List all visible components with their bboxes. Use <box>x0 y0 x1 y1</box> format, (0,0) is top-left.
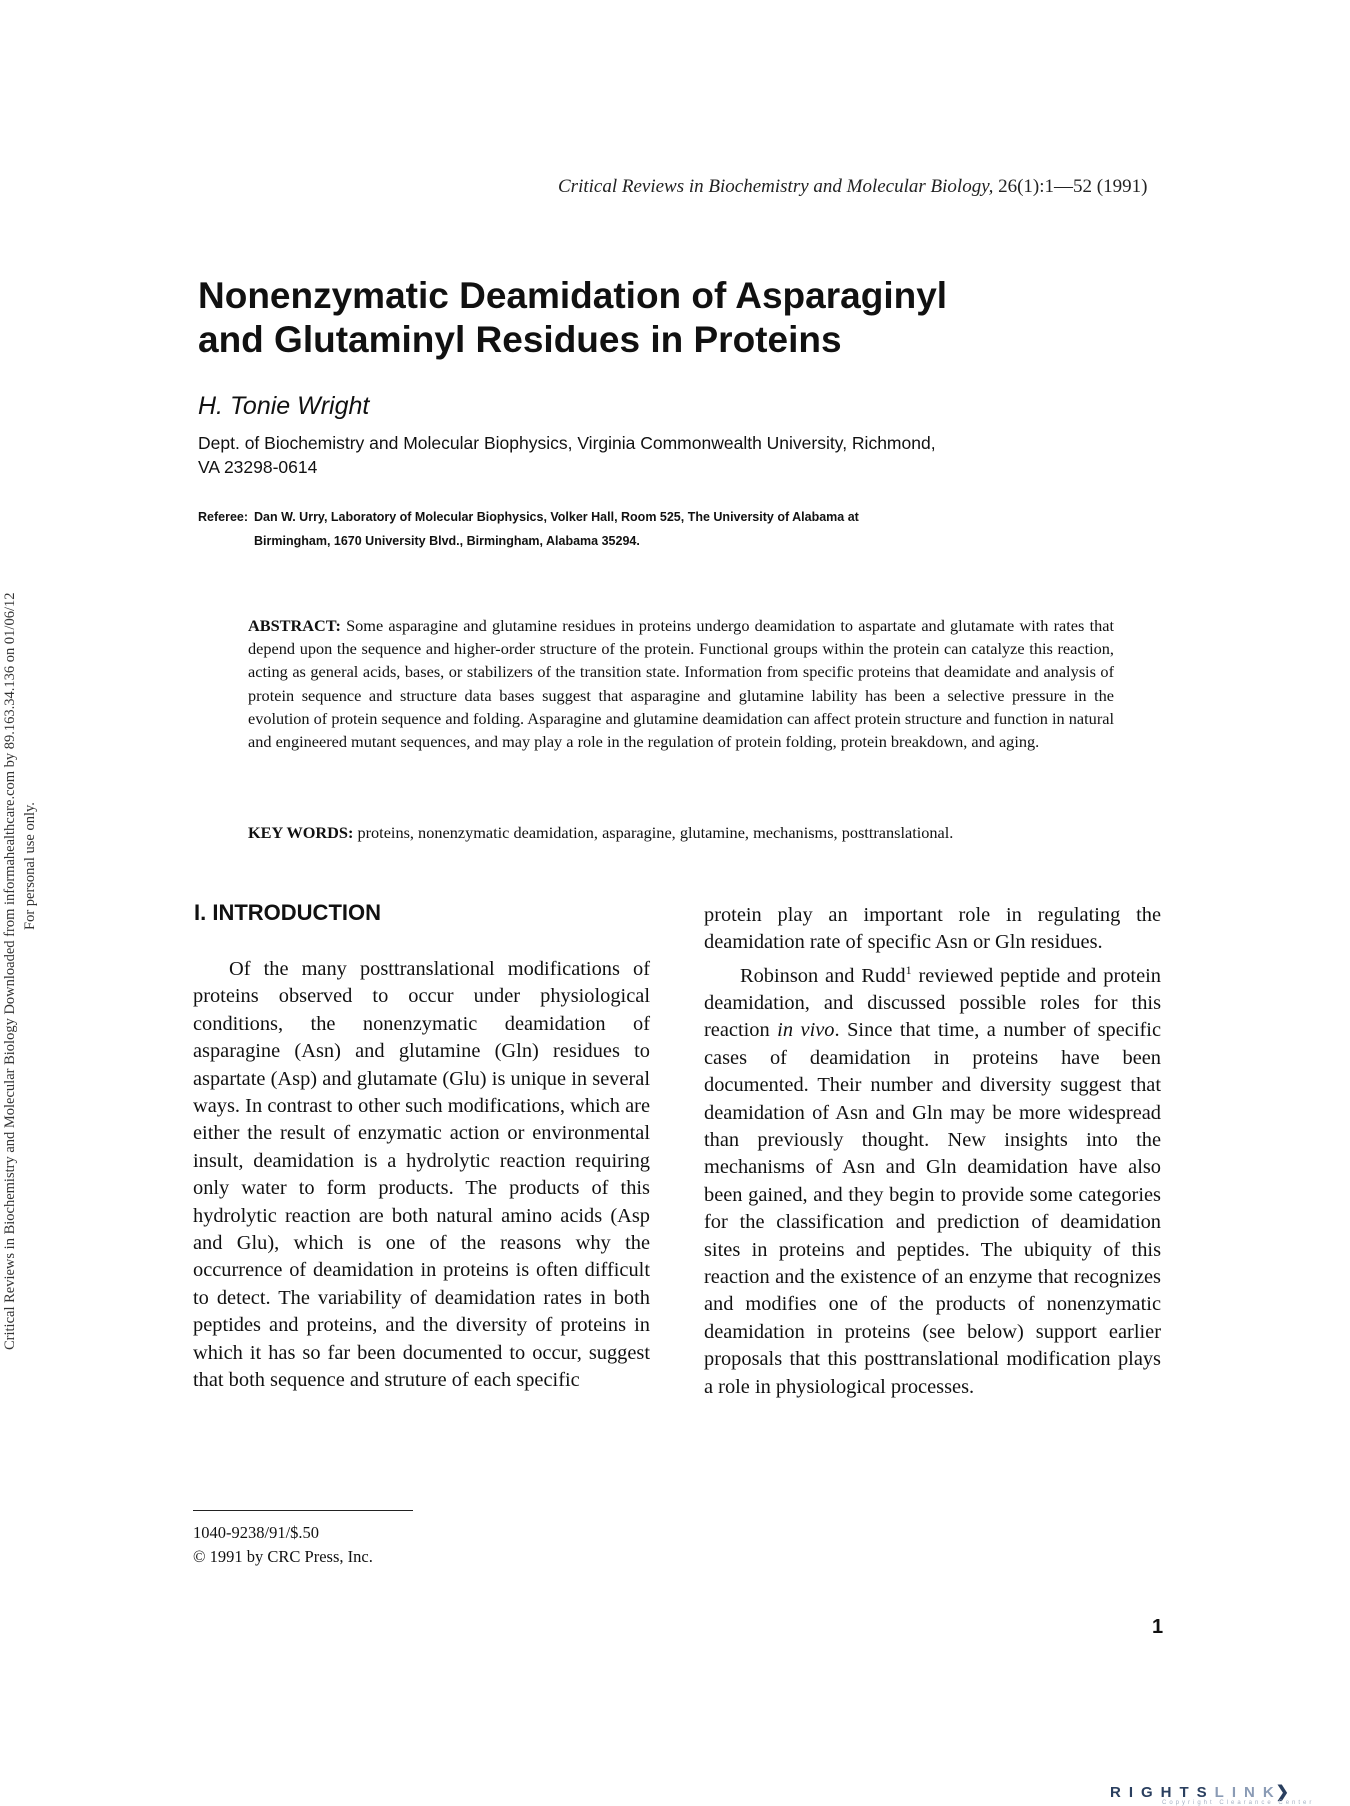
referee-details <box>254 505 859 553</box>
journal-name: Critical Reviews in Biochemistry and Molecular Biology, <box>558 176 994 197</box>
abstract-label: ABSTRACT: <box>248 616 341 635</box>
download-notice-sidebar <box>0 0 46 1801</box>
paragraph-text: reviewed peptide and protein deamidation, and discussed possible roles for this reaction <box>704 964 1162 1042</box>
rightslink-wordmark <box>1110 1782 1340 1802</box>
affiliation-line-1: Dept. of Biochemistry and Molecular Biophysics, Virginia Commonwealth University, Richmond, <box>198 433 936 453</box>
page-number: 1 <box>1152 1616 1164 1638</box>
title-line-1: Nonenzymatic Deamidation of Asparaginyl <box>198 275 948 316</box>
keywords <box>248 823 1148 843</box>
footnote-copyright: © 1991 by CRC Press, Inc. <box>193 1547 373 1566</box>
rightslink-part1: RIGHTS <box>1110 1784 1215 1801</box>
reference-superscript: 1 <box>905 962 912 977</box>
footnote <box>193 1521 373 1569</box>
body-paragraph <box>704 957 1161 1401</box>
citation-text: Robinson and Rudd <box>740 964 906 987</box>
body-paragraph: Of the many posttranslational modifications of proteins observed to occur under physiological conditions, the nonenzymatic deamidation of asparagine (Asn) and glutamine (Gln) residues to aspartate (Asp) and glutamate (Glu) is unique in several ways. In contrast to other such modifications, which are either the result of enzymatic action or environmental insult, deamidation is a hydrolytic reaction requiring only water to form products. The products of this hydrolytic reaction are both natural amino acids (Asp and Glu), which is one of the reasons why the occurrence of deamidation in proteins is often difficult to detect. The variability of deamidation rates in both peptides and proteins, and the diversity of proteins in which it has so far been documented to occur, suggest that both sequence and struture of each specific <box>193 958 650 1392</box>
body-paragraph-continued: protein play an important role in regulating the deamidation rate of specific Asn or Gln residues. <box>704 904 1161 954</box>
rightslink-part2: LINK <box>1214 1784 1282 1801</box>
keywords-label: KEY WORDS: <box>248 823 354 842</box>
referee-line-2: Birmingham, 1670 University Blvd., Birmingham, Alabama 35294. <box>254 534 640 548</box>
paragraph-text: . Since that time, a number of specific cases of deamidation in proteins have been documented. Their number and diversity suggest that deamidation of Asn and Gln may be more widespread than previously thought. New insights into the mechanisms of Asn and Gln deamidation have also been gained, and they begin to provide some categories for the classification and prediction of deamidation sites in proteins and peptides. The ubiquity of this reaction and the existence of an enzyme that recognizes and modifies one of the products of nonenzymatic deamidation in proteins (see below) support earlier proposals that this posttranslational modification plays a role in physiological processes. <box>704 1019 1162 1398</box>
download-notice-line: Critical Reviews in Biochemistry and Molecular Biology Downloaded from informahealthcare.com by 89.163.34.136 on 01/06/12 <box>2 592 18 1350</box>
abstract-text: Some asparagine and glutamine residues in proteins undergo deamidation to aspartate and glutamate with rates that depend upon the sequence and higher-order structure of the protein. Functional groups within the protein can catalyze this reaction, acting as general acids, bases, or stabilizers of the transition state. Information from specific proteins that deamidate and analysis of protein sequence and structure data bases suggest that asparagine and glutamine lability has been a selective pressure in the evolution of protein sequence and folding. Asparagine and glutamine deamidation can affect protein structure and function in natural and engineered mutant sequences, and may play a role in the regulation of protein folding, protein breakdown, and aging. <box>248 616 1114 752</box>
affiliation-line-2: VA 23298-0614 <box>198 457 318 477</box>
title-line-2: and Glutaminyl Residues in Proteins <box>198 319 842 360</box>
keywords-text: proteins, nonenzymatic deamidation, asparagine, glutamine, mechanisms, posttranslational. <box>357 823 954 842</box>
author-affiliation <box>198 431 1098 479</box>
body-column-left <box>193 956 650 1395</box>
abstract <box>248 614 1114 753</box>
rightslink-logo[interactable] <box>1110 1782 1340 1806</box>
footnote-rule <box>193 1510 413 1511</box>
personal-use-notice: For personal use only. <box>22 802 38 930</box>
journal-citation: 26(1):1—52 (1991) <box>998 176 1148 197</box>
rightslink-chevron-icon: ❯ <box>1275 1784 1298 1801</box>
italic-term: in vivo <box>777 1019 835 1042</box>
section-heading: I. INTRODUCTION <box>194 900 381 925</box>
referee-line-1: Dan W. Urry, Laboratory of Molecular Biophysics, Volker Hall, Room 525, The University of Alabama at <box>254 510 859 524</box>
body-column-right <box>704 902 1161 1401</box>
rightslink-subtitle: Copyright Clearance Center <box>1162 1800 1315 1806</box>
referee-block <box>198 505 1058 553</box>
footnote-code: 1040-9238/91/$.50 <box>193 1523 320 1542</box>
article-title <box>198 274 947 362</box>
journal-header <box>558 176 1147 198</box>
author-name: H. Tonie Wright <box>198 392 370 420</box>
referee-label: Referee: <box>198 510 249 524</box>
